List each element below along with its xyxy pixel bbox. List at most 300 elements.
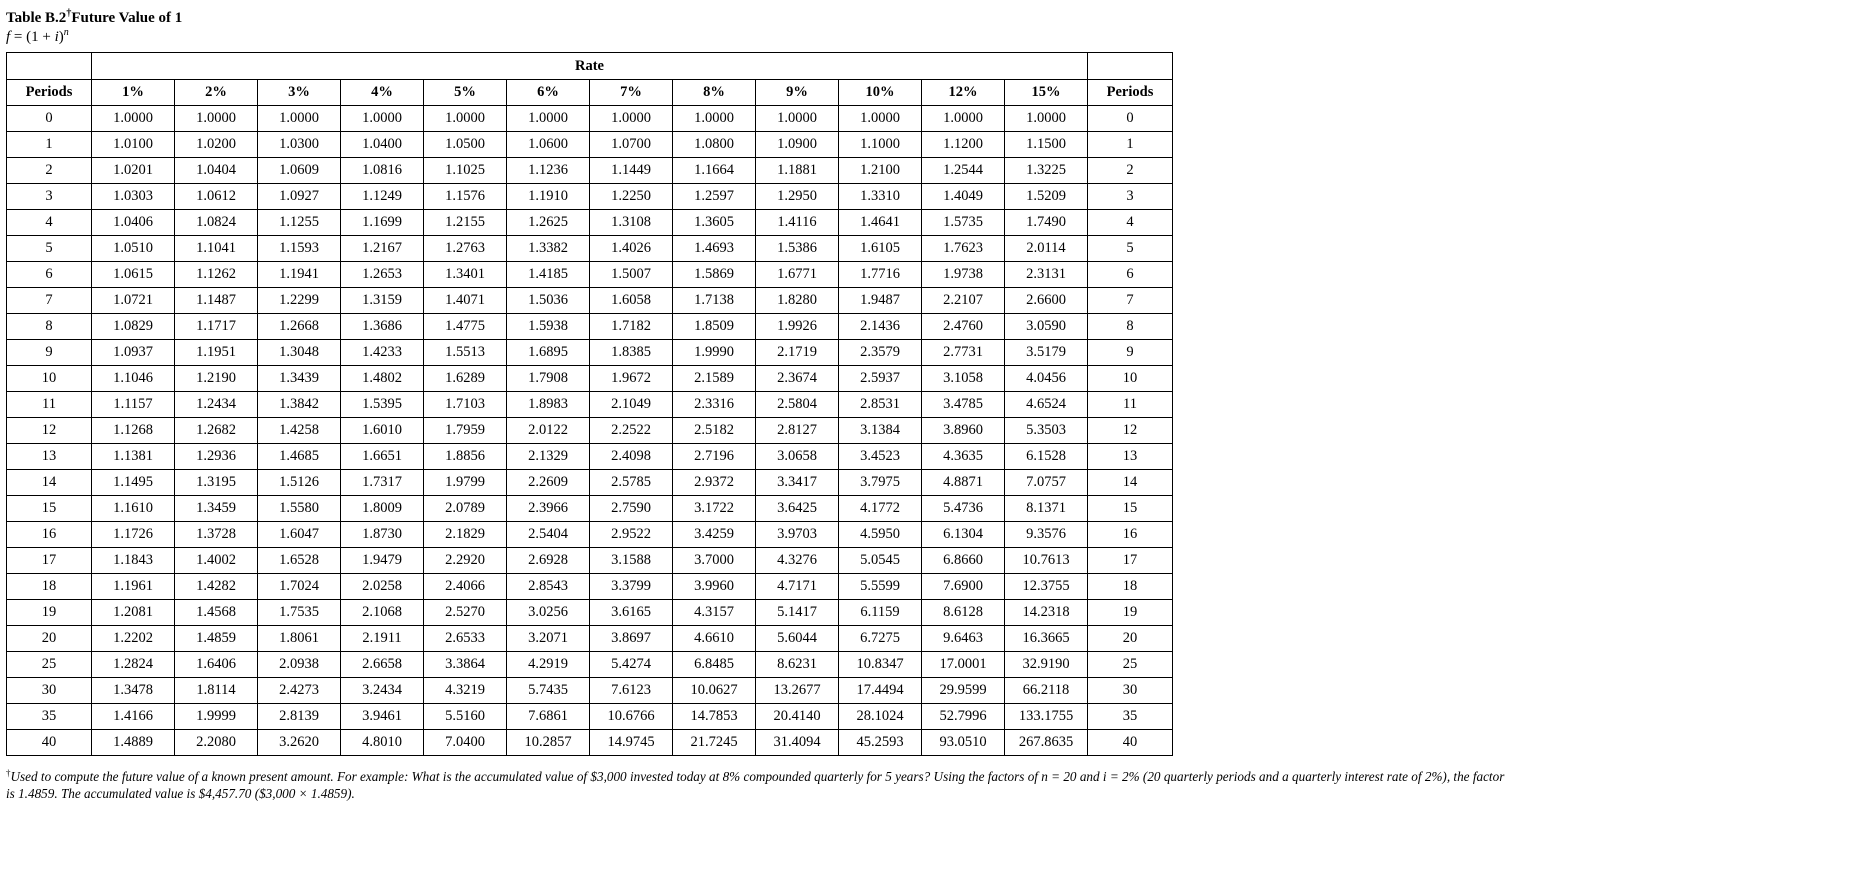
factor-cell: 1.0721 [92, 288, 175, 314]
factor-cell: 1.6528 [258, 548, 341, 574]
factor-cell: 1.1025 [424, 158, 507, 184]
table-row [7, 522, 1173, 548]
factor-cell: 1.4641 [839, 210, 922, 236]
factor-cell: 1.6895 [507, 340, 590, 366]
period-cell-left: 11 [7, 392, 92, 418]
factor-cell: 2.7731 [922, 340, 1005, 366]
factor-cell: 3.4523 [839, 444, 922, 470]
factor-cell: 1.4802 [341, 366, 424, 392]
factor-cell: 1.6771 [756, 262, 839, 288]
factor-cell: 21.7245 [673, 730, 756, 756]
factor-cell: 2.1436 [839, 314, 922, 340]
factor-cell: 1.0927 [258, 184, 341, 210]
factor-cell: 1.5580 [258, 496, 341, 522]
period-cell-right: 0 [1088, 106, 1173, 132]
formula [6, 28, 1854, 50]
factor-cell: 4.2919 [507, 652, 590, 678]
table-row [7, 184, 1173, 210]
factor-cell: 6.1159 [839, 600, 922, 626]
factor-cell: 1.2824 [92, 652, 175, 678]
period-cell-left: 17 [7, 548, 92, 574]
factor-cell: 2.0789 [424, 496, 507, 522]
factor-cell: 1.5938 [507, 314, 590, 340]
factor-cell: 1.2668 [258, 314, 341, 340]
factor-cell: 9.3576 [1005, 522, 1088, 548]
factor-cell: 2.4098 [590, 444, 673, 470]
factor-cell: 133.1755 [1005, 704, 1088, 730]
factor-cell: 1.0800 [673, 132, 756, 158]
table-row [7, 496, 1173, 522]
factor-cell: 1.3195 [175, 470, 258, 496]
factor-cell: 52.7996 [922, 704, 1005, 730]
factor-cell: 2.3674 [756, 366, 839, 392]
factor-cell: 1.0824 [175, 210, 258, 236]
period-cell-left: 14 [7, 470, 92, 496]
table-row [7, 548, 1173, 574]
future-value-table [6, 52, 1173, 756]
period-cell-left: 40 [7, 730, 92, 756]
factor-cell: 1.2434 [175, 392, 258, 418]
factor-cell: 10.7613 [1005, 548, 1088, 574]
factor-cell: 2.7196 [673, 444, 756, 470]
factor-cell: 1.0609 [258, 158, 341, 184]
factor-cell: 1.0500 [424, 132, 507, 158]
factor-cell: 1.5386 [756, 236, 839, 262]
factor-cell: 20.4140 [756, 704, 839, 730]
factor-cell: 1.0000 [341, 106, 424, 132]
factor-cell: 2.0258 [341, 574, 424, 600]
factor-cell: 1.1157 [92, 392, 175, 418]
factor-cell: 1.1664 [673, 158, 756, 184]
factor-cell: 1.2597 [673, 184, 756, 210]
factor-cell: 2.5785 [590, 470, 673, 496]
rate-col-header: 12% [922, 80, 1005, 106]
factor-cell: 4.0456 [1005, 366, 1088, 392]
period-cell-right: 17 [1088, 548, 1173, 574]
factor-cell: 1.1487 [175, 288, 258, 314]
factor-cell: 1.0000 [175, 106, 258, 132]
period-cell-right: 35 [1088, 704, 1173, 730]
factor-cell: 2.8531 [839, 392, 922, 418]
factor-cell: 1.6651 [341, 444, 424, 470]
factor-cell: 17.4494 [839, 678, 922, 704]
factor-cell: 2.4273 [258, 678, 341, 704]
factor-cell: 10.6766 [590, 704, 673, 730]
factor-cell: 2.1829 [424, 522, 507, 548]
factor-cell: 1.2202 [92, 626, 175, 652]
period-cell-left: 9 [7, 340, 92, 366]
factor-cell: 12.3755 [1005, 574, 1088, 600]
factor-cell: 1.9799 [424, 470, 507, 496]
factor-cell: 6.8485 [673, 652, 756, 678]
factor-cell: 1.4116 [756, 210, 839, 236]
factor-cell: 2.3966 [507, 496, 590, 522]
factor-cell: 5.3503 [1005, 418, 1088, 444]
factor-cell: 1.5209 [1005, 184, 1088, 210]
table-row [7, 418, 1173, 444]
factor-cell: 4.6524 [1005, 392, 1088, 418]
formula-close: ) [58, 29, 64, 45]
factor-cell: 3.0658 [756, 444, 839, 470]
factor-cell: 1.0000 [922, 106, 1005, 132]
factor-cell: 5.4736 [922, 496, 1005, 522]
period-cell-left: 13 [7, 444, 92, 470]
factor-cell: 10.8347 [839, 652, 922, 678]
formula-eq: = (1 + [10, 29, 55, 45]
factor-cell: 1.4185 [507, 262, 590, 288]
period-cell-right: 9 [1088, 340, 1173, 366]
factor-cell: 3.0256 [507, 600, 590, 626]
period-cell-right: 15 [1088, 496, 1173, 522]
factor-cell: 2.5937 [839, 366, 922, 392]
period-cell-left: 2 [7, 158, 92, 184]
factor-cell: 16.3665 [1005, 626, 1088, 652]
factor-cell: 3.2620 [258, 730, 341, 756]
factor-cell: 1.7623 [922, 236, 1005, 262]
factor-cell: 5.7435 [507, 678, 590, 704]
factor-cell: 1.3159 [341, 288, 424, 314]
periods-header-left: Periods [7, 80, 92, 106]
factor-cell: 1.4889 [92, 730, 175, 756]
factor-cell: 1.0000 [424, 106, 507, 132]
factor-cell: 3.2434 [341, 678, 424, 704]
factor-cell: 1.3439 [258, 366, 341, 392]
header-blank-right [1088, 53, 1173, 80]
period-cell-right: 11 [1088, 392, 1173, 418]
factor-cell: 1.1843 [92, 548, 175, 574]
factor-cell: 1.9738 [922, 262, 1005, 288]
factor-cell: 4.8871 [922, 470, 1005, 496]
rate-col-header: 8% [673, 80, 756, 106]
factor-cell: 1.6406 [175, 652, 258, 678]
factor-cell: 1.0100 [92, 132, 175, 158]
period-cell-right: 16 [1088, 522, 1173, 548]
factor-cell: 1.1381 [92, 444, 175, 470]
factor-cell: 1.2081 [92, 600, 175, 626]
period-cell-right: 10 [1088, 366, 1173, 392]
factor-cell: 1.3225 [1005, 158, 1088, 184]
factor-cell: 3.8960 [922, 418, 1005, 444]
factor-cell: 1.0406 [92, 210, 175, 236]
factor-cell: 1.1236 [507, 158, 590, 184]
factor-cell: 1.2167 [341, 236, 424, 262]
factor-cell: 1.5735 [922, 210, 1005, 236]
factor-cell: 5.5599 [839, 574, 922, 600]
factor-cell: 3.9461 [341, 704, 424, 730]
factor-cell: 1.4233 [341, 340, 424, 366]
factor-cell: 2.3316 [673, 392, 756, 418]
factor-cell: 1.8509 [673, 314, 756, 340]
factor-cell: 1.8114 [175, 678, 258, 704]
factor-cell: 4.5950 [839, 522, 922, 548]
period-cell-right: 19 [1088, 600, 1173, 626]
factor-cell: 1.0404 [175, 158, 258, 184]
factor-cell: 2.5804 [756, 392, 839, 418]
factor-cell: 1.1699 [341, 210, 424, 236]
footnote-marker: † [6, 768, 11, 778]
table-row [7, 652, 1173, 678]
factor-cell: 3.1588 [590, 548, 673, 574]
factor-cell: 1.6010 [341, 418, 424, 444]
period-cell-left: 0 [7, 106, 92, 132]
table-row [7, 730, 1173, 756]
factor-cell: 4.3635 [922, 444, 1005, 470]
factor-cell: 1.1593 [258, 236, 341, 262]
rate-col-header: 6% [507, 80, 590, 106]
factor-cell: 1.5869 [673, 262, 756, 288]
factor-cell: 2.4760 [922, 314, 1005, 340]
factor-cell: 10.2857 [507, 730, 590, 756]
factor-cell: 1.0700 [590, 132, 673, 158]
factor-cell: 28.1024 [839, 704, 922, 730]
period-cell-right: 5 [1088, 236, 1173, 262]
factor-cell: 2.0938 [258, 652, 341, 678]
table-body [7, 106, 1173, 756]
table-row [7, 366, 1173, 392]
factor-cell: 1.6105 [839, 236, 922, 262]
factor-cell: 8.6128 [922, 600, 1005, 626]
table-row [7, 678, 1173, 704]
factor-cell: 4.3219 [424, 678, 507, 704]
factor-cell: 8.1371 [1005, 496, 1088, 522]
factor-cell: 2.1049 [590, 392, 673, 418]
table-row [7, 288, 1173, 314]
factor-cell: 1.3310 [839, 184, 922, 210]
factor-cell: 1.1000 [839, 132, 922, 158]
factor-cell: 1.1041 [175, 236, 258, 262]
factor-cell: 7.6861 [507, 704, 590, 730]
factor-cell: 1.5395 [341, 392, 424, 418]
period-cell-right: 14 [1088, 470, 1173, 496]
period-cell-right: 30 [1088, 678, 1173, 704]
period-cell-left: 7 [7, 288, 92, 314]
factor-cell: 29.9599 [922, 678, 1005, 704]
factor-cell: 10.0627 [673, 678, 756, 704]
factor-cell: 1.1500 [1005, 132, 1088, 158]
factor-cell: 1.0000 [839, 106, 922, 132]
title-footnote-marker: † [66, 8, 72, 19]
factor-cell: 3.9703 [756, 522, 839, 548]
factor-cell: 14.2318 [1005, 600, 1088, 626]
period-cell-left: 10 [7, 366, 92, 392]
period-cell-right: 18 [1088, 574, 1173, 600]
period-cell-left: 19 [7, 600, 92, 626]
factor-cell: 1.7317 [341, 470, 424, 496]
factor-cell: 1.4002 [175, 548, 258, 574]
factor-cell: 2.9522 [590, 522, 673, 548]
factor-cell: 1.4685 [258, 444, 341, 470]
factor-cell: 1.9926 [756, 314, 839, 340]
factor-cell: 1.0303 [92, 184, 175, 210]
factor-cell: 1.2653 [341, 262, 424, 288]
factor-cell: 6.7275 [839, 626, 922, 652]
factor-cell: 1.1961 [92, 574, 175, 600]
factor-cell: 3.7975 [839, 470, 922, 496]
factor-cell: 1.4049 [922, 184, 1005, 210]
factor-cell: 2.6600 [1005, 288, 1088, 314]
factor-cell: 1.7024 [258, 574, 341, 600]
factor-cell: 1.0829 [92, 314, 175, 340]
factor-cell: 2.0122 [507, 418, 590, 444]
rate-col-header: 3% [258, 80, 341, 106]
factor-cell: 1.0400 [341, 132, 424, 158]
table-row [7, 600, 1173, 626]
factor-cell: 1.1255 [258, 210, 341, 236]
factor-cell: 5.1417 [756, 600, 839, 626]
factor-cell: 14.9745 [590, 730, 673, 756]
factor-cell: 1.1449 [590, 158, 673, 184]
factor-cell: 1.9672 [590, 366, 673, 392]
period-cell-right: 7 [1088, 288, 1173, 314]
factor-cell: 1.3605 [673, 210, 756, 236]
factor-cell: 1.3382 [507, 236, 590, 262]
factor-cell: 9.6463 [922, 626, 1005, 652]
table-row [7, 158, 1173, 184]
factor-cell: 1.3478 [92, 678, 175, 704]
factor-cell: 1.7535 [258, 600, 341, 626]
rate-header-row [7, 53, 1173, 80]
factor-cell: 1.2299 [258, 288, 341, 314]
factor-cell: 7.0400 [424, 730, 507, 756]
period-cell-left: 15 [7, 496, 92, 522]
period-cell-left: 20 [7, 626, 92, 652]
factor-cell: 2.1589 [673, 366, 756, 392]
factor-cell: 1.2190 [175, 366, 258, 392]
factor-cell: 4.8010 [341, 730, 424, 756]
factor-cell: 3.1384 [839, 418, 922, 444]
factor-cell: 1.8983 [507, 392, 590, 418]
factor-cell: 1.5007 [590, 262, 673, 288]
factor-cell: 1.8385 [590, 340, 673, 366]
factor-cell: 1.0000 [507, 106, 590, 132]
factor-cell: 93.0510 [922, 730, 1005, 756]
factor-cell: 3.5179 [1005, 340, 1088, 366]
factor-cell: 1.4693 [673, 236, 756, 262]
factor-cell: 8.6231 [756, 652, 839, 678]
factor-cell: 3.3864 [424, 652, 507, 678]
factor-cell: 1.6047 [258, 522, 341, 548]
period-cell-left: 4 [7, 210, 92, 236]
factor-cell: 1.0000 [92, 106, 175, 132]
factor-cell: 1.0600 [507, 132, 590, 158]
factor-cell: 1.1046 [92, 366, 175, 392]
factor-cell: 31.4094 [756, 730, 839, 756]
factor-cell: 2.4066 [424, 574, 507, 600]
factor-cell: 1.4282 [175, 574, 258, 600]
factor-cell: 2.5270 [424, 600, 507, 626]
header-blank-left [7, 53, 92, 80]
factor-cell: 1.9999 [175, 704, 258, 730]
factor-cell: 2.2522 [590, 418, 673, 444]
period-cell-right: 3 [1088, 184, 1173, 210]
factor-cell: 2.2920 [424, 548, 507, 574]
footnote [6, 768, 1852, 802]
factor-cell: 2.2080 [175, 730, 258, 756]
factor-cell: 2.8127 [756, 418, 839, 444]
factor-cell: 2.3579 [839, 340, 922, 366]
factor-cell: 1.3108 [590, 210, 673, 236]
factor-cell: 1.4775 [424, 314, 507, 340]
factor-cell: 1.7138 [673, 288, 756, 314]
period-cell-right: 1 [1088, 132, 1173, 158]
factor-cell: 1.9990 [673, 340, 756, 366]
factor-cell: 1.2682 [175, 418, 258, 444]
factor-cell: 1.1200 [922, 132, 1005, 158]
factor-cell: 7.6123 [590, 678, 673, 704]
factor-cell: 1.8280 [756, 288, 839, 314]
factor-cell: 1.7716 [839, 262, 922, 288]
factor-cell: 1.8009 [341, 496, 424, 522]
table-title [6, 8, 1854, 28]
factor-cell: 1.1951 [175, 340, 258, 366]
factor-cell: 1.2155 [424, 210, 507, 236]
period-cell-left: 18 [7, 574, 92, 600]
factor-cell: 1.5513 [424, 340, 507, 366]
rate-col-header: 4% [341, 80, 424, 106]
factor-cell: 2.2107 [922, 288, 1005, 314]
factor-cell: 1.1941 [258, 262, 341, 288]
table-title-text: Future Value of 1 [71, 10, 183, 26]
factor-cell: 1.0615 [92, 262, 175, 288]
rate-col-header: 15% [1005, 80, 1088, 106]
factor-cell: 1.1268 [92, 418, 175, 444]
factor-cell: 2.9372 [673, 470, 756, 496]
table-row [7, 132, 1173, 158]
factor-cell: 1.1726 [92, 522, 175, 548]
factor-cell: 1.2625 [507, 210, 590, 236]
factor-cell: 66.2118 [1005, 678, 1088, 704]
factor-cell: 1.2544 [922, 158, 1005, 184]
period-cell-right: 4 [1088, 210, 1173, 236]
rate-col-header: 2% [175, 80, 258, 106]
table-row [7, 210, 1173, 236]
factor-cell: 1.7182 [590, 314, 673, 340]
rate-col-header: 5% [424, 80, 507, 106]
factor-cell: 5.5160 [424, 704, 507, 730]
table-row [7, 106, 1173, 132]
factor-cell: 1.2763 [424, 236, 507, 262]
table-row [7, 392, 1173, 418]
period-cell-left: 12 [7, 418, 92, 444]
footnote-text-1: Used to compute the future value of a known present amount. For example: What is the accumulated value of $3,000 invested today at 8% compounded quarterly for 5 years? Using the factors of n = 20 and i = 2% (20 quarterly periods and a quarterly interest rate of 2%), the factor [10, 769, 1505, 784]
rate-col-header: 1% [92, 80, 175, 106]
period-cell-left: 30 [7, 678, 92, 704]
factor-cell: 14.7853 [673, 704, 756, 730]
factor-cell: 45.2593 [839, 730, 922, 756]
factor-cell: 1.0000 [590, 106, 673, 132]
factor-cell: 5.0545 [839, 548, 922, 574]
factor-cell: 1.7490 [1005, 210, 1088, 236]
factor-cell: 3.3417 [756, 470, 839, 496]
factor-cell: 1.4859 [175, 626, 258, 652]
factor-cell: 3.7000 [673, 548, 756, 574]
period-cell-right: 25 [1088, 652, 1173, 678]
period-cell-left: 25 [7, 652, 92, 678]
factor-cell: 1.2100 [839, 158, 922, 184]
rate-header: Rate [92, 53, 1088, 80]
factor-cell: 5.6044 [756, 626, 839, 652]
factor-cell: 2.7590 [590, 496, 673, 522]
factor-cell: 1.3401 [424, 262, 507, 288]
factor-cell: 3.2071 [507, 626, 590, 652]
table-row [7, 236, 1173, 262]
period-cell-left: 35 [7, 704, 92, 730]
footnote-text-2: is 1.4859. The accumulated value is $4,457.70 ($3,000 × 1.4859). [6, 786, 355, 801]
factor-cell: 2.1068 [341, 600, 424, 626]
factor-cell: 1.1249 [341, 184, 424, 210]
factor-cell: 3.9960 [673, 574, 756, 600]
factor-cell: 1.3048 [258, 340, 341, 366]
